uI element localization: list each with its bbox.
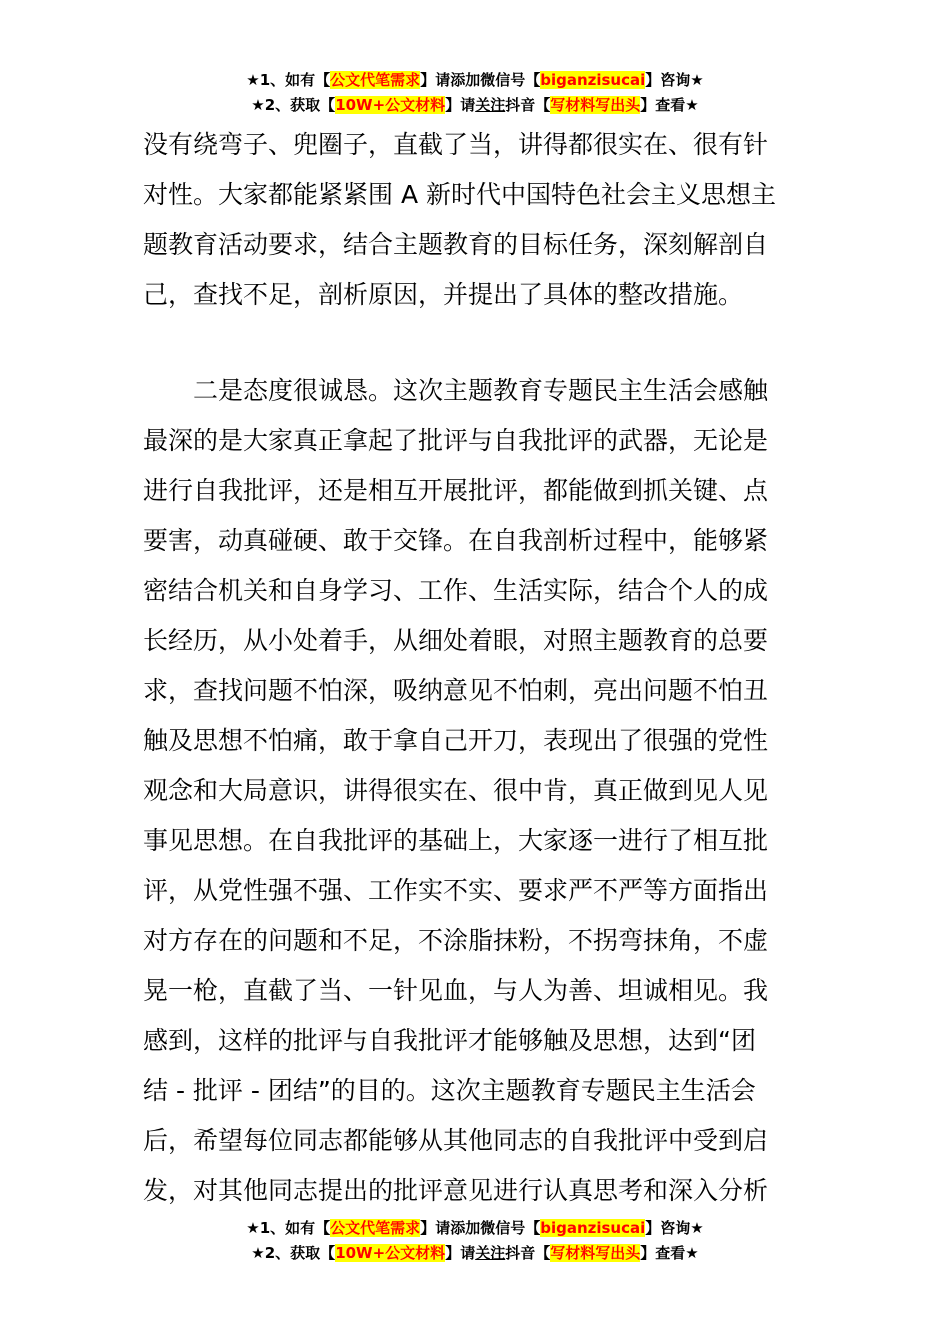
banner-text: ★2、获取【 (251, 96, 336, 114)
banner-text: 】请添加微信号【 (420, 71, 541, 89)
text-line: 发，对其他同志提出的批评意见进行认真思考和深入分析 (143, 1176, 769, 1205)
banner-text: 】咨询★ (645, 1219, 704, 1237)
banner-text: 抖音【 (505, 1244, 551, 1262)
banner-line-1 (0, 68, 950, 93)
banner-text: 】咨询★ (645, 71, 704, 89)
banner-text: ★2、获取【 (251, 1244, 336, 1262)
highlight-text: 10W+公文材料 (335, 1244, 446, 1262)
text-line: 进行自我批评，还是相互开展批评，都能做到抓关键、点 (143, 476, 769, 505)
text-line: 观念和大局意识，讲得很实在、很中肯，真正做到见人见 (143, 776, 769, 805)
text-line: 己，查找不足，剖析原因，并提出了具体的整改措施。 (143, 280, 744, 309)
underlined-text: 关注 (475, 1244, 506, 1262)
highlight-text: 公文代笔需求 (330, 1219, 421, 1237)
banner-line-1 (0, 1216, 950, 1241)
footer-banner (0, 1216, 950, 1266)
banner-text: 】查看★ (640, 1244, 699, 1262)
text-line: 对性。大家都能紧紧围 A 新时代中国特色社会主义思想主 (143, 180, 776, 209)
text-line: 对方存在的问题和不足，不涂脂抹粉，不拐弯抹角，不虚 (143, 926, 769, 955)
banner-text: 】查看★ (640, 96, 699, 114)
text-line: 后，希望每位同志都能够从其他同志的自我批评中受到启 (143, 1126, 769, 1155)
paragraph-1 (143, 120, 807, 320)
text-line: 事见思想。在自我批评的基础上，大家逐一进行了相互批 (143, 826, 769, 855)
text-line: 晃一枪，直截了当、一针见血，与人为善、坦诚相见。我 (143, 976, 769, 1005)
wechat-id: biganzisucai (540, 71, 646, 89)
text-line: 长经历，从小处着手，从细处着眼，对照主题教育的总要 (143, 626, 769, 655)
banner-text: 】请添加微信号【 (420, 1219, 541, 1237)
underlined-text: 关注 (475, 96, 506, 114)
highlight-text: 公文代笔需求 (330, 71, 421, 89)
text-line: 二是态度很诚恳。这次主题教育专题民主生活会感触 (143, 376, 769, 405)
text-line: 要害，动真碰硬、敢于交锋。在自我剖析过程中，能够紧 (143, 526, 769, 555)
header-banner (0, 68, 950, 118)
banner-text: 】请 (445, 96, 476, 114)
banner-text: ★1、如有【 (246, 1219, 331, 1237)
banner-text: 】请 (445, 1244, 476, 1262)
text-line: 结 - 批评 - 团结”的目的。这次主题教育专题民主生活会 (143, 1076, 756, 1105)
text-line: 感到，这样的批评与自我批评才能够触及思想，达到“团 (143, 1026, 756, 1055)
banner-line-2 (0, 1241, 950, 1266)
text-line: 求，查找问题不怕深，吸纳意见不怕刺，亮出问题不怕丑 (143, 676, 769, 705)
highlight-text: 写材料写出头 (550, 1244, 641, 1262)
text-line: 触及思想不怕痛，敢于拿自己开刀，表现出了很强的党性 (143, 726, 769, 755)
text-line: 题教育活动要求，结合主题教育的目标任务，深刻解剖自 (143, 230, 769, 259)
text-line: 评，从党性强不强、工作实不实、要求严不严等方面指出 (143, 876, 769, 905)
text-line: 没有绕弯子、兜圈子，直截了当，讲得都很实在、很有针 (143, 130, 769, 159)
highlight-text: 10W+公文材料 (335, 96, 446, 114)
banner-text: ★1、如有【 (246, 71, 331, 89)
banner-text: 抖音【 (505, 96, 551, 114)
text-line: 最深的是大家真正拿起了批评与自我批评的武器，无论是 (143, 426, 769, 455)
paragraph-2 (143, 366, 807, 1216)
wechat-id: biganzisucai (540, 1219, 646, 1237)
banner-line-2 (0, 93, 950, 118)
highlight-text: 写材料写出头 (550, 96, 641, 114)
text-line: 密结合机关和自身学习、工作、生活实际，结合个人的成 (143, 576, 769, 605)
